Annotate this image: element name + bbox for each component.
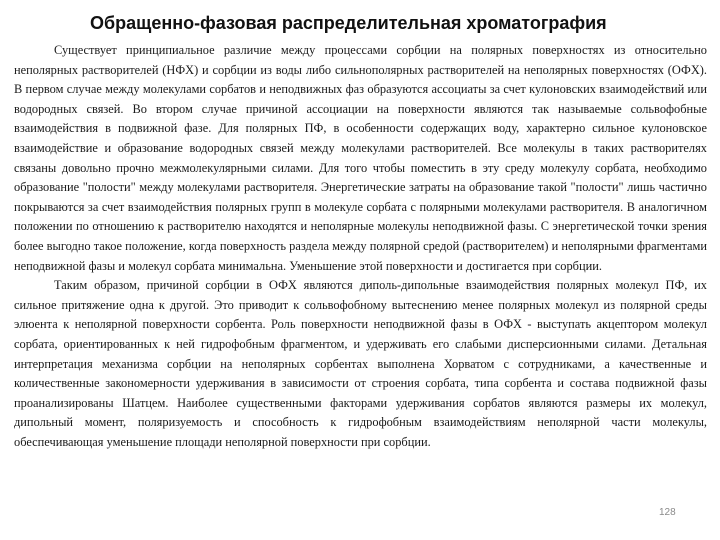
page-title: Обращенно-фазовая распределительная хроматография	[90, 13, 607, 33]
paragraph-2: Таким образом, причиной сорбции в ОФХ являются диполь-дипольные взаимодействия полярных молекул ПФ, их сильное притяжение одна к другой. Это приводит к сольвофобному вытеснению менее полярных молекул из полярной среды элюента к неполярной поверхности сорбента. Роль поверхности неподвижной фазы в ОФХ - выступать акцептором молекул сорбата, ориентированных к ней гидрофобным фрагментом, и удерживать его слабыми дисперсионными силами. Детальная интерпретация механизма сорбции на неполярных сорбентах выполнена Хорватом с сотрудниками, а качественные и количественные закономерности удерживания в зависимости от строения сорбата, типа сорбента и состава подвижной фазы проанализированы Шатцем. Наиболее существенными факторами удерживания сорбатов являются размеры их молекул, дипольный момент, поляризуемость и способность к гидрофобным взаимодействиям неполярной части молекулы, обеспечивающая уменьшение площади неполярной поверхности при сорбции.	[14, 278, 707, 449]
page-number: 128	[659, 507, 676, 518]
body-text	[14, 41, 707, 452]
paragraph-1: Существует принципиальное различие между процессами сорбции на полярных поверхностях из относительно неполярных растворителей (НФХ) и сорбции из воды либо сильнополярных растворителей на неполярных поверхностях (ОФХ). В первом случае между молекулами сорбатов и неподвижных фаз образуются ассоциаты за счет кулоновских взаимодействий или водородных связей. Во втором случае причиной ассоциации на поверхности являются так называемые сольвофобные взаимодействия в подвижной фазе. Для полярных ПФ, в особенности содержащих воду, характерно сильное кулоновское взаимодействие и образование водородных связей между молекулами растворителей. Все молекулы в таких растворителях связаны довольно прочно межмолекулярными силами. Для того чтобы поместить в эту среду молекулу сорбата, необходимо образование "полости" между молекулами растворителя. Энергетические затраты на образование такой "полости" лишь частично покрываются за счет взаимодействия полярных групп в молекуле сорбата с полярными молекулами растворителя. В аналогичном положении по отношению к растворителю находятся и неполярные молекулы неподвижной фазы. С энергетической точки зрения более выгодно такое положение, когда поверхность раздела между полярной средой (растворителем) и неполярными фрагментами неподвижной фазы и молекул сорбата минимальна. Уменьшение этой поверхности и достигается при сорбции.	[14, 43, 707, 273]
